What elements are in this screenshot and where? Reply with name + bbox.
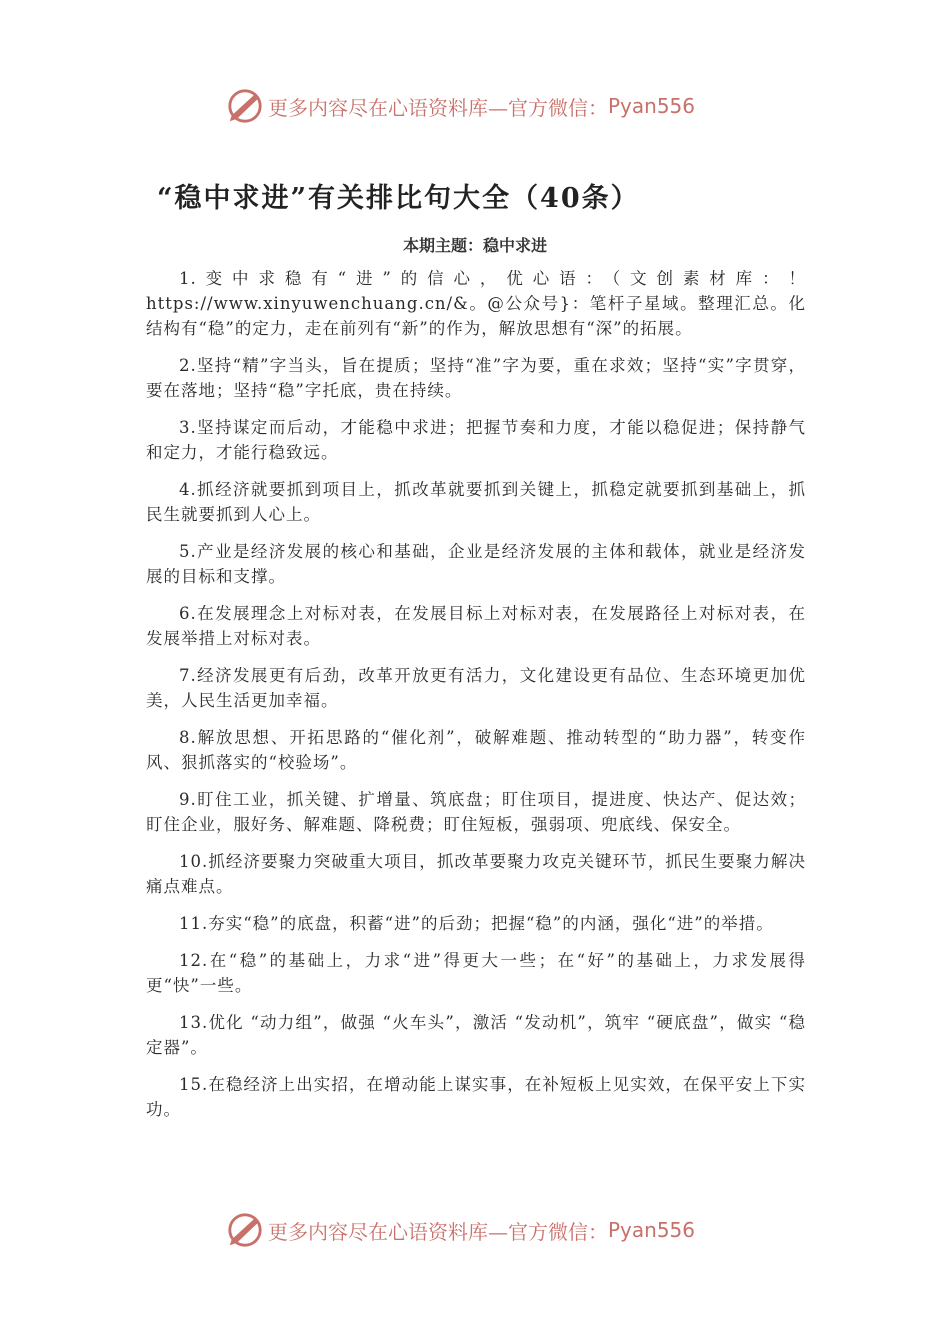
pen-logo-icon	[226, 1211, 264, 1249]
pen-logo-icon	[226, 87, 264, 125]
paragraph-8: 8.解放思想、开拓思路的“催化剂”，破解难题、推动转型的“助力器”，转变作风、狠抓落实的“校验场”。	[146, 728, 806, 772]
paragraph-11: 11.夯实“稳”的底盘，积蓄“进”的后劲；把握“稳”的内涵，强化“进”的举措。	[179, 914, 774, 933]
paragraph-10: 10.抓经济要聚力突破重大项目，抓改革要聚力攻克关键环节，抓民生要聚力解决痛点难点。	[146, 852, 806, 896]
paragraph-5: 5.产业是经济发展的核心和基础，企业是经济发展的主体和载体，就业是经济发展的目标和支撑。	[146, 542, 806, 586]
document-body	[146, 266, 806, 1134]
paragraph-1: 1.变中求稳有“进”的信心，优心语：（文创素材库：！https://www.xinyuwenchuang.cn/&。@公众号}：笔杆子星域。整理汇总。化结构有“稳”的定力，走在前列有“新”的作为，解放思想有“深”的拓展。	[146, 269, 806, 338]
paragraph-15: 15.在稳经济上出实招，在增动能上谋实事，在补短板上见实效，在保平安上下实功。	[146, 1075, 806, 1119]
paragraph-9: 9.盯住工业，抓关键、扩增量、筑底盘；盯住项目，提进度、快达产、促达效；盯住企业，服好务、解难题、降税费；盯住短板，强弱项、兜底线、保安全。	[146, 790, 806, 834]
banner-wechat-id: Pyan556	[608, 1218, 696, 1242]
banner-text: 更多内容尽在心语资料库—官方微信：	[268, 95, 608, 120]
paragraph-13: 13.优化 “动力组”，做强 “火车头”，激活 “发动机”，筑牢 “硬底盘”，做实 “稳定器”。	[146, 1013, 806, 1057]
paragraph-4: 4.抓经济就要抓到项目上，抓改革就要抓到关键上，抓稳定就要抓到基础上，抓民生就要抓到人心上。	[146, 480, 806, 524]
page-subtitle: 本期主题：稳中求进	[402, 236, 547, 255]
banner-text: 更多内容尽在心语资料库—官方微信：	[268, 1219, 608, 1244]
page-title: “稳中求进”有关排比句大全（40条）	[157, 183, 640, 214]
paragraph-2: 2.坚持“精”字当头，旨在提质；坚持“准”字为要，重在求效；坚持“实”字贯穿，要在落地；坚持“稳”字托底，贵在持续。	[146, 356, 806, 400]
paragraph-12: 12.在“稳”的基础上，力求“进”得更大一些；在“好”的基础上，力求发展得更“快”一些。	[146, 951, 806, 995]
paragraph-6: 6.在发展理念上对标对表，在发展目标上对标对表，在发展路径上对标对表，在发展举措上对标对表。	[146, 604, 806, 648]
paragraph-7: 7.经济发展更有后劲，改革开放更有活力，文化建设更有品位、生态环境更加优美，人民生活更加幸福。	[146, 666, 806, 710]
footer-banner	[226, 1210, 695, 1250]
header-banner	[226, 86, 695, 126]
banner-wechat-id: Pyan556	[608, 94, 696, 118]
paragraph-3: 3.坚持谋定而后动，才能稳中求进；把握节奏和力度，才能以稳促进；保持静气和定力，才能行稳致远。	[146, 418, 806, 462]
